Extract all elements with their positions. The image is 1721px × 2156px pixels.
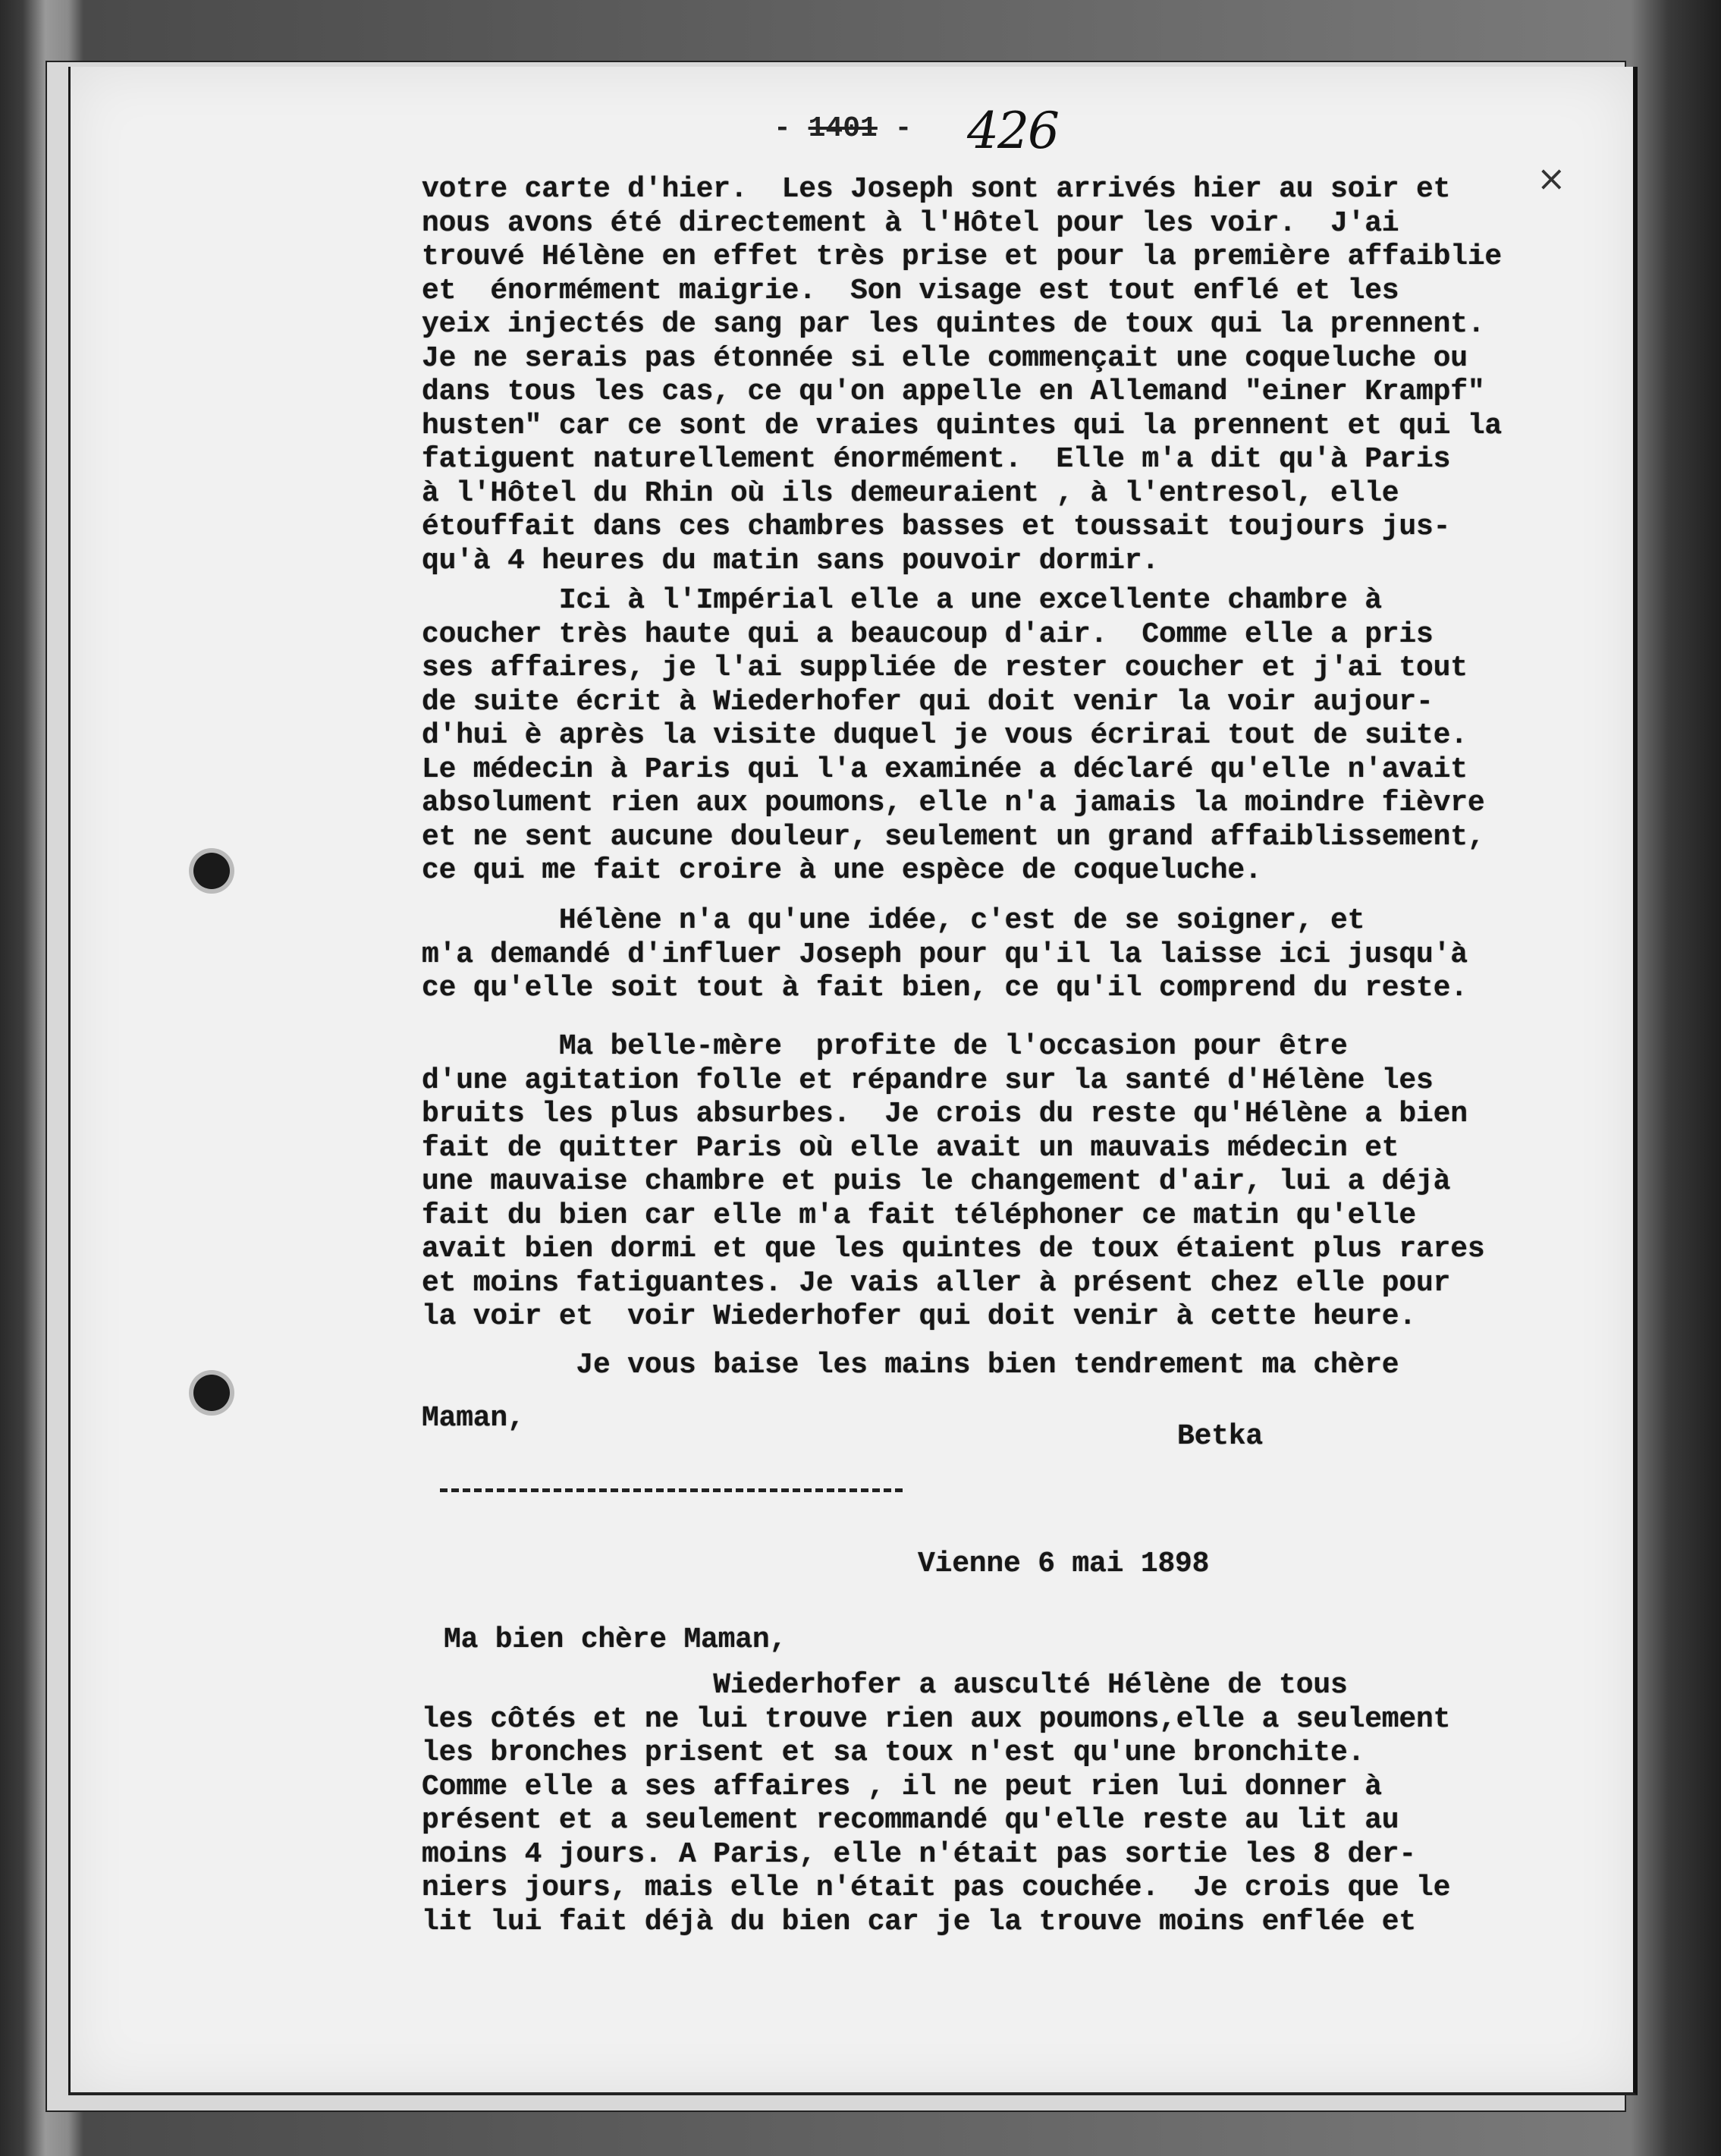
signature: Betka bbox=[1177, 1420, 1264, 1453]
divider bbox=[440, 1488, 903, 1492]
paragraph: votre carte d'hier. Les Joseph sont arrivés hier au soir et nous avons été directement à l'Hôtel pour les voir. J'ai trouvé Hélène en effet très prise et pour la première affaiblie et énormément maigrie. Son visage est tout enflé et les yeix injectés de sang par les quintes de toux qui la prennent. Je ne serais pas étonnée si elle commençait une coqueluche ou dans tous les cas, ce qu'on appelle en Allemand "einer Krampf" husten" car ce sont de vraies quintes qui la prennent et qui la fatiguent naturellement énormément. Elle m'a dit qu'à Paris à l'Hôtel du Rhin où ils demeuraient , à l'entresol, elle étouffait dans ces chambres basses et toussait toujours jus- qu'à 4 heures du matin sans pouvoir dormir. bbox=[422, 173, 1503, 577]
paragraph: Ma belle-mère profite de l'occasion pour être d'une agitation folle et répandre sur la santé d'Hélène les bruits les plus absurbes. Je crois du reste qu'Hélène a bien fait de quitter Paris où elle avait un mauvais médecin et une mauvaise chambre et puis le changement d'air, lui a déjà fait du bien car elle m'a fait téléphoner ce matin qu'elle avait bien dormi et que les quintes de toux étaient plus rares et moins fatiguantes. Je vais aller à présent chez elle pour la voir et voir Wiederhofer qui doit venir à cette heure. bbox=[422, 1030, 1485, 1333]
punch-hole bbox=[193, 853, 230, 889]
old-page-number: - 1401 - bbox=[774, 112, 912, 145]
paragraph: Wiederhofer a ausculté Hélène de tous les côtés et ne lui trouve rien aux poumons,elle a seulement les bronches prisent et sa toux n'est qu'une bronchite. Comme elle a ses affaires , il ne peut rien lui donner à présent et a seulement recommandé qu'elle reste au lit au moins 4 jours. A Paris, elle n'était pas sortie les 8 der- niers jours, mais elle n'était pas couchée. Je crois que le lit lui fait déjà du bien car je la trouve moins enflée et bbox=[422, 1669, 1451, 1938]
struck-number: 1401 bbox=[808, 112, 878, 145]
salutation: Ma bien chère Maman, bbox=[444, 1623, 787, 1656]
punch-hole bbox=[193, 1375, 230, 1411]
handwritten-page-number: 426 bbox=[967, 102, 1058, 160]
corner-mark: × bbox=[1537, 158, 1566, 199]
paragraph: Hélène n'a qu'une idée, c'est de se soigner, et m'a demandé d'influer Joseph pour qu'il la laisse ici jusqu'à ce qu'elle soit tout à fait bien, ce qu'il comprend du reste. bbox=[422, 904, 1468, 1004]
paragraph: Ici à l'Impérial elle a une excellente chambre à coucher très haute qui a beaucoup d'air. Comme elle a pris ses affaires, je l'ai suppliée de rester coucher et j'ai tout de suite écrit à Wiederhofer qui doit venir la voir aujour- d'hui è après la visite duquel je vous écrirai tout de suite. Le médecin à Paris qui l'a examinée a déclaré qu'elle n'avait absolument rien aux poumons, elle n'a jamais la moindre fièvre et ne sent aucune douleur, seulement un grand affaiblissement, ce qui me fait croire à une espèce de coqueluche. bbox=[422, 584, 1485, 887]
closing-address: Maman, bbox=[422, 1402, 525, 1435]
page-number bbox=[774, 102, 1058, 160]
closing-line: Je vous baise les mains bien tendrement ma chère bbox=[422, 1349, 1399, 1381]
letter-date: Vienne 6 mai 1898 bbox=[918, 1548, 1210, 1580]
